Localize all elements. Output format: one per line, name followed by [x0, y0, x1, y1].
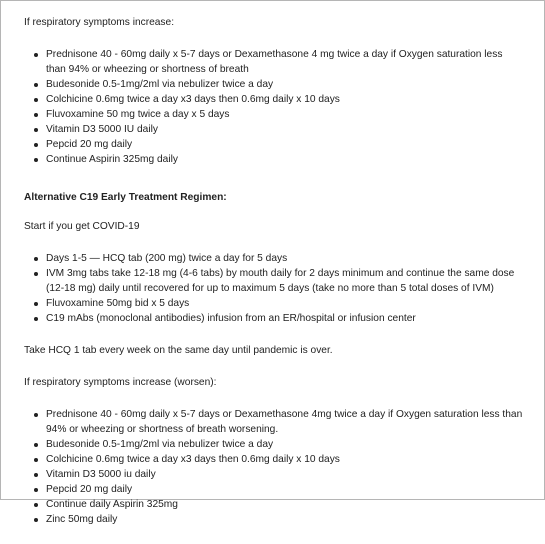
bullet-icon: [34, 98, 38, 102]
document-content: [24, 15, 524, 544]
list-item-text: Zinc 50mg daily: [46, 514, 118, 525]
list-item-text: IVM 3mg tabs take 12-18 mg (4-6 tabs) by mouth daily for 2 days minimum and continue the same dose (12-18 mg) daily until recovered for up to maximum 5 days (take no more than 5 total doses of IVM): [46, 268, 515, 294]
bullet-icon: [34, 128, 38, 132]
list-item: [46, 107, 524, 122]
list-item: [46, 266, 524, 296]
bullet-icon: [34, 488, 38, 492]
bullet-icon: [34, 413, 38, 417]
list-item: [46, 296, 524, 311]
section3-list: [24, 407, 524, 527]
bullet-icon: [34, 518, 38, 522]
bullet-icon: [34, 272, 38, 276]
section1-list: [24, 47, 524, 167]
bullet-icon: [34, 458, 38, 462]
bullet-icon: [34, 83, 38, 87]
list-item-text: Pepcid 20 mg daily: [46, 484, 133, 495]
list-item-text: Continue daily Aspirin 325mg: [46, 499, 178, 510]
list-item-text: Vitamin D3 5000 IU daily: [46, 124, 158, 135]
list-item: [46, 47, 524, 77]
list-item-text: Vitamin D3 5000 iu daily: [46, 469, 156, 480]
list-item: [46, 251, 524, 266]
bullet-icon: [34, 302, 38, 306]
bullet-icon: [34, 53, 38, 57]
list-item: [46, 152, 524, 167]
section2-intro: Start if you get COVID-19: [24, 221, 140, 232]
section2-list: [24, 251, 524, 326]
list-item-text: Colchicine 0.6mg twice a day x3 days then 0.6mg daily x 10 days: [46, 454, 340, 465]
list-item: [46, 497, 524, 512]
list-item-text: Fluvoxamine 50mg bid x 5 days: [46, 298, 190, 309]
list-item: [46, 482, 524, 497]
list-item: [46, 311, 524, 326]
list-item-text: Budesonide 0.5-1mg/2ml via nebulizer twice a day: [46, 439, 274, 450]
list-item-text: Days 1-5 — HCQ tab (200 mg) twice a day for 5 days: [46, 253, 288, 264]
list-item: [46, 452, 524, 467]
bullet-icon: [34, 158, 38, 162]
list-item: [46, 137, 524, 152]
bullet-icon: [34, 317, 38, 321]
list-item: [46, 77, 524, 92]
list-item: [46, 407, 524, 437]
list-item-text: Pepcid 20 mg daily: [46, 139, 133, 150]
list-item: [46, 467, 524, 482]
list-item-text: Continue Aspirin 325mg daily: [46, 154, 178, 165]
list-item-text: Prednisone 40 - 60mg daily x 5-7 days or Dexamethasone 4mg twice a day if Oxygen saturation less than 94% or wheezing or shortness of breath worsening.: [46, 409, 523, 435]
bullet-icon: [34, 443, 38, 447]
section3-intro: If respiratory symptoms increase (worsen):: [24, 377, 217, 388]
bullet-icon: [34, 473, 38, 477]
bullet-icon: [34, 503, 38, 507]
bullet-icon: [34, 143, 38, 147]
section1-intro: If respiratory symptoms increase:: [24, 17, 175, 28]
list-item-text: Colchicine 0.6mg twice a day x3 days then 0.6mg daily x 10 days: [46, 94, 340, 105]
list-item-text: C19 mAbs (monoclonal antibodies) infusion from an ER/hospital or infusion center: [46, 313, 416, 324]
list-item: [46, 122, 524, 137]
list-item: [46, 437, 524, 452]
bullet-icon: [34, 257, 38, 261]
list-item-text: Fluvoxamine 50 mg twice a day x 5 days: [46, 109, 230, 120]
list-item: [46, 92, 524, 107]
section2-note: Take HCQ 1 tab every week on the same day until pandemic is over.: [24, 345, 333, 356]
section2-heading: Alternative C19 Early Treatment Regimen:: [24, 192, 227, 203]
list-item: [46, 512, 524, 527]
bullet-icon: [34, 113, 38, 117]
list-item-text: Budesonide 0.5-1mg/2ml via nebulizer twice a day: [46, 79, 274, 90]
list-item-text: Prednisone 40 - 60mg daily x 5-7 days or Dexamethasone 4 mg twice a day if Oxygen saturation less than 94% or wheezing or shortness of breath: [46, 49, 503, 75]
